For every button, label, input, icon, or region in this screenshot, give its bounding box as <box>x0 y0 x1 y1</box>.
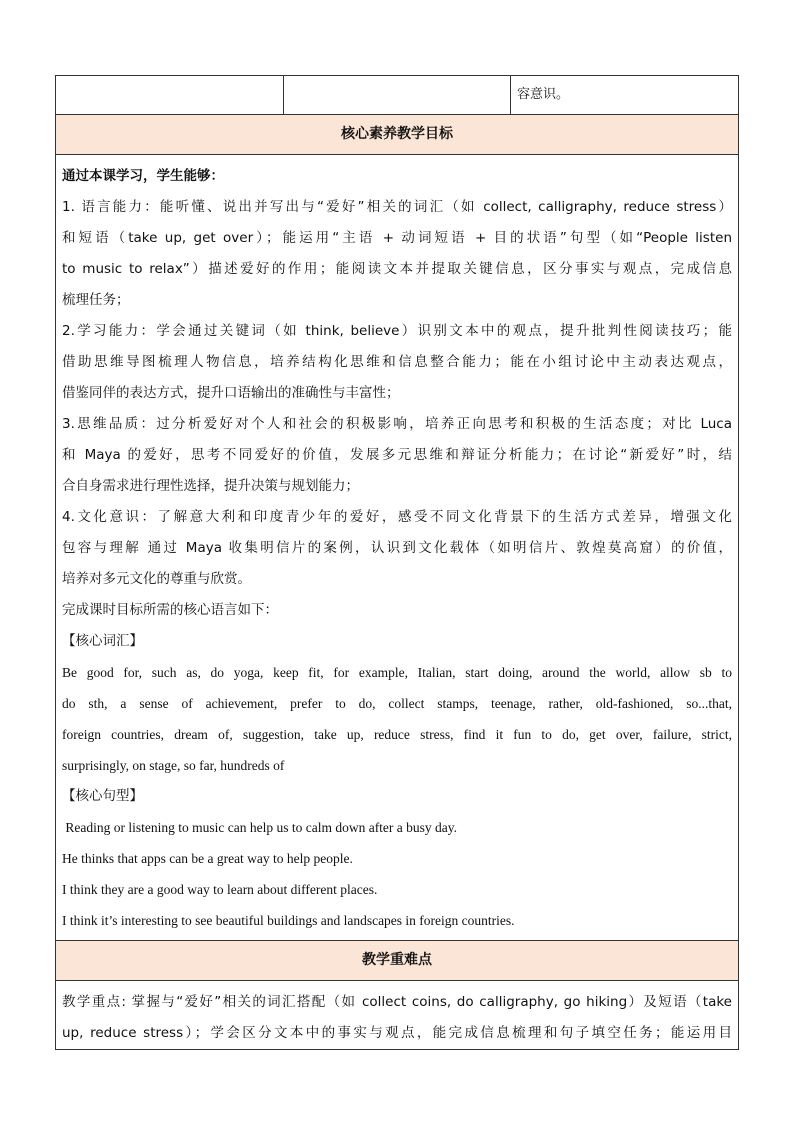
goal-line: 3.思维品质：过分析爱好对个人和社会的积极影响，培养正向思考和积极的生活态度；对比 Luca <box>62 416 732 432</box>
language-intro: 完成课时目标所需的核心语言如下： <box>62 602 278 618</box>
goal-cultural-awareness <box>62 502 732 595</box>
goal-line: 4.文化意识：了解意大利和印度青少年的爱好，感受不同文化背景下的生活方式差异，增强文化 <box>62 509 732 525</box>
sentence-line: I think it’s interesting to see beautiful buildings and landscapes in foreign countries. <box>62 913 515 928</box>
vocab-line: foreign countries, dream of, suggestion, take up, reduce stress, find it fun to do, get over, failure, strict, <box>62 727 732 742</box>
document-page <box>55 75 738 1050</box>
goal-line: 借鉴同伴的表达方式，提升口语输出的准确性与丰富性； <box>62 385 400 401</box>
sentence-line: I think they are a good way to learn about different places. <box>62 882 378 897</box>
vocab-line: Be good for, such as, do yoga, keep fit, for example, Italian, start doing, around the world, allow sb to <box>62 665 732 680</box>
core-goals-row <box>56 155 739 941</box>
sentence-line: Reading or listening to music can help us to calm down after a busy day. <box>62 820 458 835</box>
goal-line: 包容与理解 通过 Maya 收集明信片的案例，认识到文化载体（如明信片、敦煌莫高窟）的价值， <box>62 540 732 556</box>
goal-line: 借助思维导图梳理人物信息，培养结构化思维和信息整合能力；能在小组讨论中主动表达观点， <box>62 354 732 370</box>
core-goals-title: 核心素养教学目标 <box>56 115 739 155</box>
goal-line: 和 Maya 的爱好，思考不同爱好的价值，发展多元思维和辩证分析能力；在讨论“新爱好”时，结 <box>62 447 732 463</box>
goal-line: 和短语（take up, get over）；能运用“主语 + 动词短语 + 目的状语”句型（如“People listen <box>62 230 732 246</box>
section-header-key-points <box>56 941 739 981</box>
goal-line: 2.学习能力：学会通过关键词（如 think, believe）识别文本中的观点，提升批判性阅读技巧；能 <box>62 323 732 339</box>
goal-line: 合自身需求进行理性选择，提升决策与规划能力； <box>62 478 359 494</box>
goal-line: 梳理任务； <box>62 292 130 308</box>
sentence-heading: 【核心句型】 <box>62 788 143 804</box>
key-points-line: up, reduce stress）；学会区分文本中的事实与观点，能完成信息梳理和句子填空任务；能运用目 <box>62 1025 732 1041</box>
lesson-plan-table <box>55 75 739 1050</box>
sentence-line: He thinks that apps can be a great way to help people. <box>62 851 353 866</box>
goal-line: 培养对多元文化的尊重与欣赏。 <box>62 571 251 587</box>
key-points-row <box>56 981 739 1050</box>
vocab-line: surprisingly, on stage, so far, hundreds of <box>62 758 285 773</box>
goal-language-ability <box>62 192 732 316</box>
goal-learning-ability <box>62 316 732 409</box>
vocab-list <box>62 657 732 781</box>
continued-cell-2 <box>284 76 511 115</box>
vocab-line: do sth, a sense of achievement, prefer to do, collect stamps, teenage, rather, old-fashioned, so...that, <box>62 696 732 711</box>
goal-line: 1. 语言能力：能听懂、说出并写出与“爱好”相关的词汇（如 collect, calligraphy, reduce stress） <box>62 199 732 215</box>
goals-intro: 通过本课学习，学生能够： <box>62 168 224 184</box>
goal-thinking-quality <box>62 409 732 502</box>
key-points-title: 教学重难点 <box>56 941 739 981</box>
key-points-line: 教学重点: 掌握与“爱好”相关的词汇搭配（如 collect coins, do calligraphy, go hiking）及短语（take <box>62 994 732 1010</box>
vocab-heading: 【核心词汇】 <box>62 633 143 649</box>
key-points-content <box>56 981 739 1050</box>
core-goals-content <box>56 155 739 941</box>
continued-cell-1 <box>56 76 284 115</box>
sentence-list <box>62 812 732 936</box>
continued-cell-3: 容意识。 <box>511 76 739 115</box>
goal-line: to music to relax”）描述爱好的作用；能阅读文本并提取关键信息，区分事实与观点，完成信息 <box>62 261 732 277</box>
continued-row <box>56 76 739 115</box>
section-header-core-goals <box>56 115 739 155</box>
